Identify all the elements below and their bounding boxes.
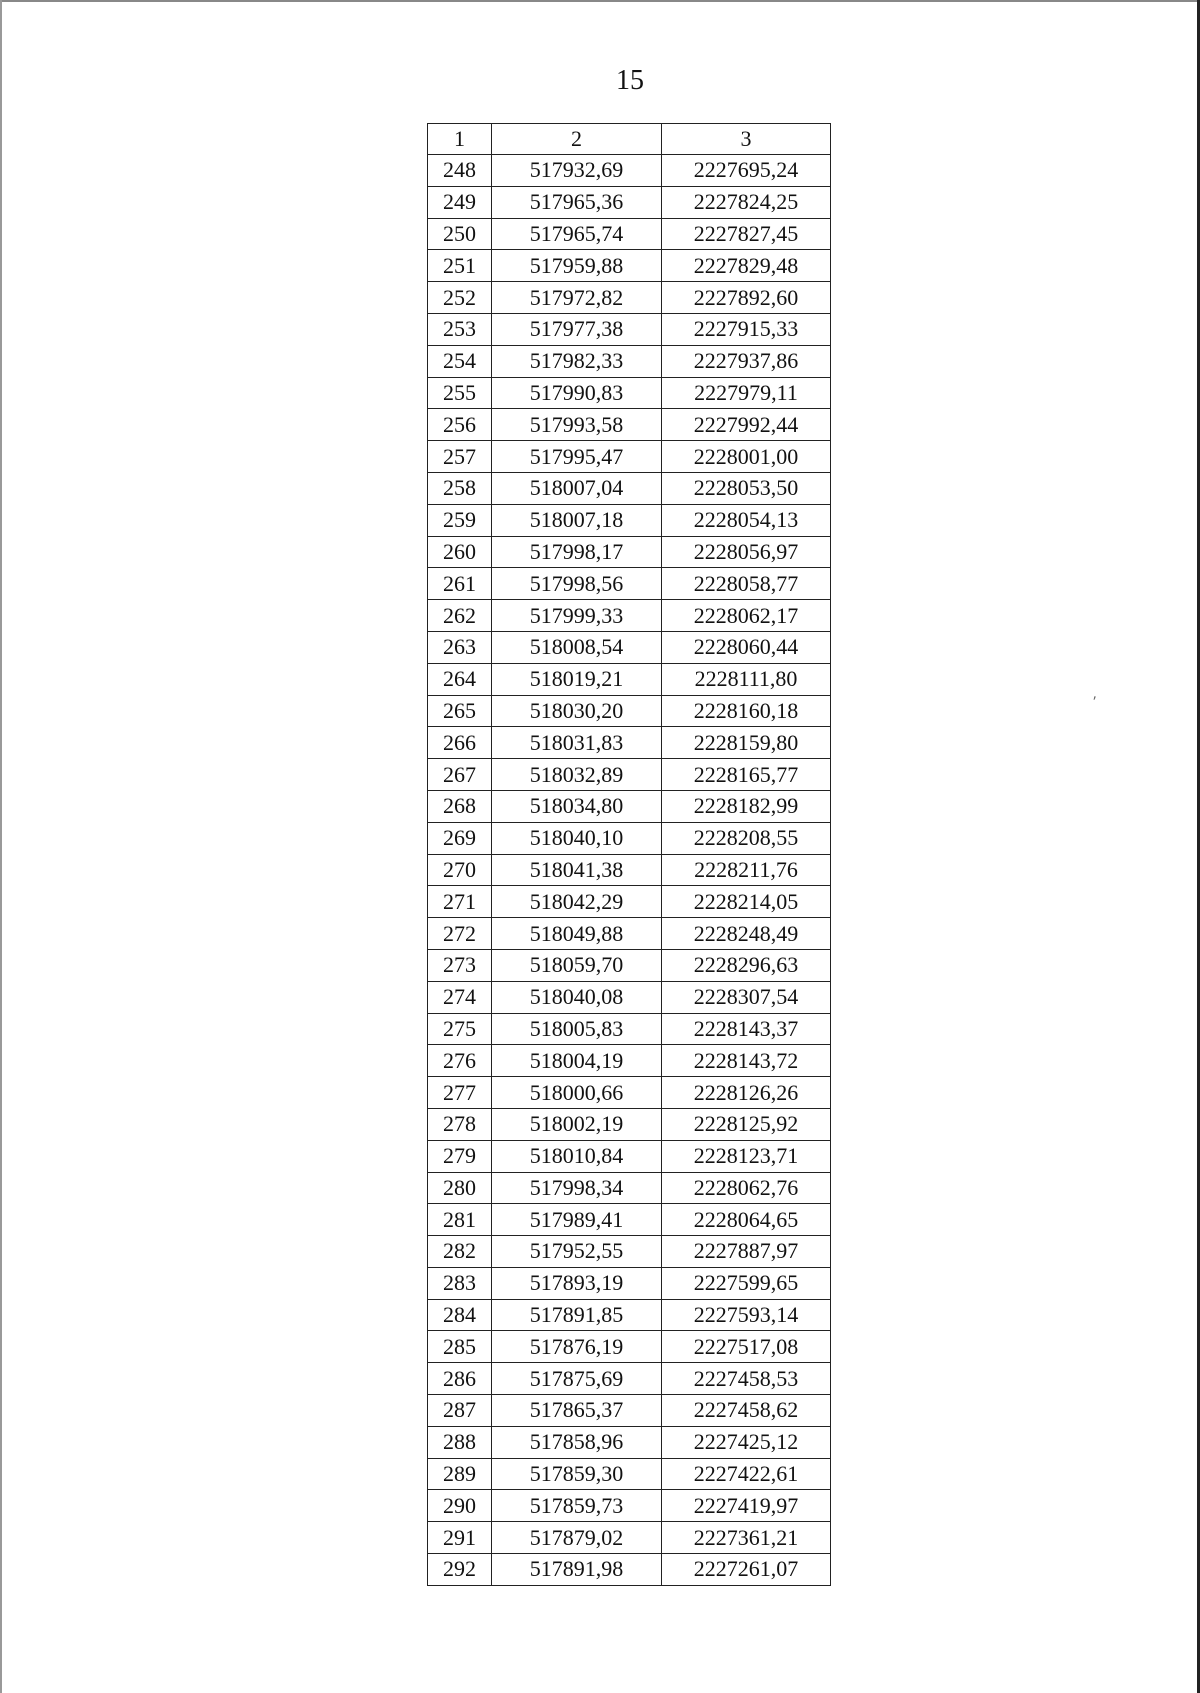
y-coordinate-cell: 2227992,44: [662, 409, 831, 441]
x-coordinate-cell: 517999,33: [492, 600, 662, 632]
y-coordinate-cell: 2227422,61: [662, 1458, 831, 1490]
table-row: [428, 1045, 831, 1077]
table-row: [428, 1140, 831, 1172]
table-row: [428, 536, 831, 568]
y-coordinate-cell: 2227829,48: [662, 250, 831, 282]
point-number-cell: 257: [428, 441, 492, 473]
point-number-cell: 270: [428, 854, 492, 886]
point-number-cell: 290: [428, 1490, 492, 1522]
page-number: 15: [616, 65, 644, 96]
x-coordinate-cell: 518008,54: [492, 631, 662, 663]
table-row: [428, 1204, 831, 1236]
column-header-2: 2: [492, 124, 662, 155]
table-row: [428, 1172, 831, 1204]
x-coordinate-cell: 517859,73: [492, 1490, 662, 1522]
table-row: [428, 1299, 831, 1331]
point-number-cell: 258: [428, 472, 492, 504]
point-number-cell: 281: [428, 1204, 492, 1236]
y-coordinate-cell: 2228062,17: [662, 600, 831, 632]
x-coordinate-cell: 517891,98: [492, 1554, 662, 1586]
table-row: [428, 663, 831, 695]
x-coordinate-cell: 517859,30: [492, 1458, 662, 1490]
x-coordinate-cell: 517875,69: [492, 1363, 662, 1395]
x-coordinate-cell: 518041,38: [492, 854, 662, 886]
point-number-cell: 287: [428, 1395, 492, 1427]
point-number-cell: 255: [428, 377, 492, 409]
table-row: [428, 949, 831, 981]
y-coordinate-cell: 2228060,44: [662, 631, 831, 663]
point-number-cell: 265: [428, 695, 492, 727]
point-number-cell: 260: [428, 536, 492, 568]
point-number-cell: 283: [428, 1267, 492, 1299]
coordinates-table: [427, 123, 831, 1586]
x-coordinate-cell: 517959,88: [492, 250, 662, 282]
y-coordinate-cell: 2227937,86: [662, 345, 831, 377]
y-coordinate-cell: 2228296,63: [662, 949, 831, 981]
x-coordinate-cell: 517952,55: [492, 1236, 662, 1268]
point-number-cell: 267: [428, 759, 492, 791]
y-coordinate-cell: 2228001,00: [662, 441, 831, 473]
table-row: [428, 1554, 831, 1586]
x-coordinate-cell: 518032,89: [492, 759, 662, 791]
table-row: [428, 250, 831, 282]
scan-speck: ⸴: [1093, 689, 1097, 704]
x-coordinate-cell: 517977,38: [492, 313, 662, 345]
x-coordinate-cell: 518002,19: [492, 1108, 662, 1140]
x-coordinate-cell: 517998,56: [492, 568, 662, 600]
table-row: [428, 1522, 831, 1554]
table-row: [428, 504, 831, 536]
table-row: [428, 1490, 831, 1522]
x-coordinate-cell: 518005,83: [492, 1013, 662, 1045]
table-row: [428, 155, 831, 187]
y-coordinate-cell: 2228143,72: [662, 1045, 831, 1077]
y-coordinate-cell: 2227419,97: [662, 1490, 831, 1522]
x-coordinate-cell: 518030,20: [492, 695, 662, 727]
y-coordinate-cell: 2227599,65: [662, 1267, 831, 1299]
x-coordinate-cell: 517965,74: [492, 218, 662, 250]
table-row: [428, 1458, 831, 1490]
point-number-cell: 261: [428, 568, 492, 600]
y-coordinate-cell: 2228111,80: [662, 663, 831, 695]
point-number-cell: 282: [428, 1236, 492, 1268]
table-row: [428, 377, 831, 409]
table-row: [428, 441, 831, 473]
y-coordinate-cell: 2227827,45: [662, 218, 831, 250]
table-row: [428, 1395, 831, 1427]
y-coordinate-cell: 2228214,05: [662, 886, 831, 918]
x-coordinate-cell: 517879,02: [492, 1522, 662, 1554]
table-row: [428, 1267, 831, 1299]
table-row: [428, 282, 831, 314]
table-row: [428, 695, 831, 727]
table-row: [428, 1236, 831, 1268]
y-coordinate-cell: 2227261,07: [662, 1554, 831, 1586]
x-coordinate-cell: 517998,17: [492, 536, 662, 568]
table-row: [428, 1426, 831, 1458]
y-coordinate-cell: 2228182,99: [662, 790, 831, 822]
point-number-cell: 249: [428, 186, 492, 218]
point-number-cell: 248: [428, 155, 492, 187]
y-coordinate-cell: 2228165,77: [662, 759, 831, 791]
table-row: [428, 600, 831, 632]
table-row: [428, 631, 831, 663]
point-number-cell: 254: [428, 345, 492, 377]
table-row: [428, 822, 831, 854]
point-number-cell: 284: [428, 1299, 492, 1331]
x-coordinate-cell: 518007,04: [492, 472, 662, 504]
y-coordinate-cell: 2227361,21: [662, 1522, 831, 1554]
point-number-cell: 268: [428, 790, 492, 822]
x-coordinate-cell: 518059,70: [492, 949, 662, 981]
y-coordinate-cell: 2228159,80: [662, 727, 831, 759]
y-coordinate-cell: 2228125,92: [662, 1108, 831, 1140]
y-coordinate-cell: 2228160,18: [662, 695, 831, 727]
point-number-cell: 256: [428, 409, 492, 441]
y-coordinate-cell: 2227824,25: [662, 186, 831, 218]
table-row: [428, 759, 831, 791]
table-row: [428, 1108, 831, 1140]
x-coordinate-cell: 518049,88: [492, 918, 662, 950]
point-number-cell: 291: [428, 1522, 492, 1554]
table-row: [428, 568, 831, 600]
point-number-cell: 279: [428, 1140, 492, 1172]
table-header-row: [428, 124, 831, 155]
table-row: [428, 1077, 831, 1109]
point-number-cell: 274: [428, 981, 492, 1013]
table-row: [428, 790, 831, 822]
y-coordinate-cell: 2228054,13: [662, 504, 831, 536]
x-coordinate-cell: 517965,36: [492, 186, 662, 218]
point-number-cell: 278: [428, 1108, 492, 1140]
x-coordinate-cell: 518042,29: [492, 886, 662, 918]
point-number-cell: 289: [428, 1458, 492, 1490]
y-coordinate-cell: 2227458,62: [662, 1395, 831, 1427]
y-coordinate-cell: 2227695,24: [662, 155, 831, 187]
x-coordinate-cell: 517876,19: [492, 1331, 662, 1363]
point-number-cell: 275: [428, 1013, 492, 1045]
x-coordinate-cell: 517998,34: [492, 1172, 662, 1204]
y-coordinate-cell: 2228056,97: [662, 536, 831, 568]
table-row: [428, 854, 831, 886]
column-header-1: 1: [428, 124, 492, 155]
y-coordinate-cell: 2228062,76: [662, 1172, 831, 1204]
y-coordinate-cell: 2228058,77: [662, 568, 831, 600]
table-row: [428, 409, 831, 441]
point-number-cell: 271: [428, 886, 492, 918]
y-coordinate-cell: 2228211,76: [662, 854, 831, 886]
point-number-cell: 262: [428, 600, 492, 632]
x-coordinate-cell: 517858,96: [492, 1426, 662, 1458]
point-number-cell: 286: [428, 1363, 492, 1395]
scan-edge-left: [0, 0, 2, 1693]
table-row: [428, 1331, 831, 1363]
x-coordinate-cell: 517891,85: [492, 1299, 662, 1331]
x-coordinate-cell: 517995,47: [492, 441, 662, 473]
table-row: [428, 472, 831, 504]
table-row: [428, 218, 831, 250]
scan-edge-top: [0, 0, 1200, 2]
table-row: [428, 981, 831, 1013]
point-number-cell: 273: [428, 949, 492, 981]
y-coordinate-cell: 2227458,53: [662, 1363, 831, 1395]
table-row: [428, 313, 831, 345]
y-coordinate-cell: 2227979,11: [662, 377, 831, 409]
y-coordinate-cell: 2228064,65: [662, 1204, 831, 1236]
point-number-cell: 253: [428, 313, 492, 345]
x-coordinate-cell: 517972,82: [492, 282, 662, 314]
y-coordinate-cell: 2227892,60: [662, 282, 831, 314]
table-row: [428, 1013, 831, 1045]
point-number-cell: 269: [428, 822, 492, 854]
x-coordinate-cell: 518007,18: [492, 504, 662, 536]
x-coordinate-cell: 517990,83: [492, 377, 662, 409]
point-number-cell: 280: [428, 1172, 492, 1204]
y-coordinate-cell: 2228126,26: [662, 1077, 831, 1109]
point-number-cell: 263: [428, 631, 492, 663]
y-coordinate-cell: 2228143,37: [662, 1013, 831, 1045]
x-coordinate-cell: 517982,33: [492, 345, 662, 377]
point-number-cell: 276: [428, 1045, 492, 1077]
point-number-cell: 251: [428, 250, 492, 282]
table-body: [428, 155, 831, 1586]
point-number-cell: 259: [428, 504, 492, 536]
x-coordinate-cell: 518004,19: [492, 1045, 662, 1077]
y-coordinate-cell: 2228248,49: [662, 918, 831, 950]
point-number-cell: 285: [428, 1331, 492, 1363]
y-coordinate-cell: 2227425,12: [662, 1426, 831, 1458]
point-number-cell: 264: [428, 663, 492, 695]
x-coordinate-cell: 517993,58: [492, 409, 662, 441]
y-coordinate-cell: 2228123,71: [662, 1140, 831, 1172]
y-coordinate-cell: 2227593,14: [662, 1299, 831, 1331]
y-coordinate-cell: 2227517,08: [662, 1331, 831, 1363]
y-coordinate-cell: 2227887,97: [662, 1236, 831, 1268]
x-coordinate-cell: 518031,83: [492, 727, 662, 759]
point-number-cell: 252: [428, 282, 492, 314]
point-number-cell: 288: [428, 1426, 492, 1458]
y-coordinate-cell: 2228307,54: [662, 981, 831, 1013]
point-number-cell: 292: [428, 1554, 492, 1586]
x-coordinate-cell: 517893,19: [492, 1267, 662, 1299]
column-header-3: 3: [662, 124, 831, 155]
x-coordinate-cell: 517989,41: [492, 1204, 662, 1236]
table-row: [428, 345, 831, 377]
x-coordinate-cell: 518019,21: [492, 663, 662, 695]
table-row: [428, 727, 831, 759]
point-number-cell: 266: [428, 727, 492, 759]
y-coordinate-cell: 2228208,55: [662, 822, 831, 854]
x-coordinate-cell: 518040,10: [492, 822, 662, 854]
y-coordinate-cell: 2227915,33: [662, 313, 831, 345]
x-coordinate-cell: 518040,08: [492, 981, 662, 1013]
x-coordinate-cell: 518010,84: [492, 1140, 662, 1172]
table-row: [428, 886, 831, 918]
point-number-cell: 277: [428, 1077, 492, 1109]
table-row: [428, 918, 831, 950]
y-coordinate-cell: 2228053,50: [662, 472, 831, 504]
x-coordinate-cell: 518000,66: [492, 1077, 662, 1109]
table-row: [428, 186, 831, 218]
x-coordinate-cell: 518034,80: [492, 790, 662, 822]
table-row: [428, 1363, 831, 1395]
x-coordinate-cell: 517932,69: [492, 155, 662, 187]
point-number-cell: 250: [428, 218, 492, 250]
x-coordinate-cell: 517865,37: [492, 1395, 662, 1427]
point-number-cell: 272: [428, 918, 492, 950]
